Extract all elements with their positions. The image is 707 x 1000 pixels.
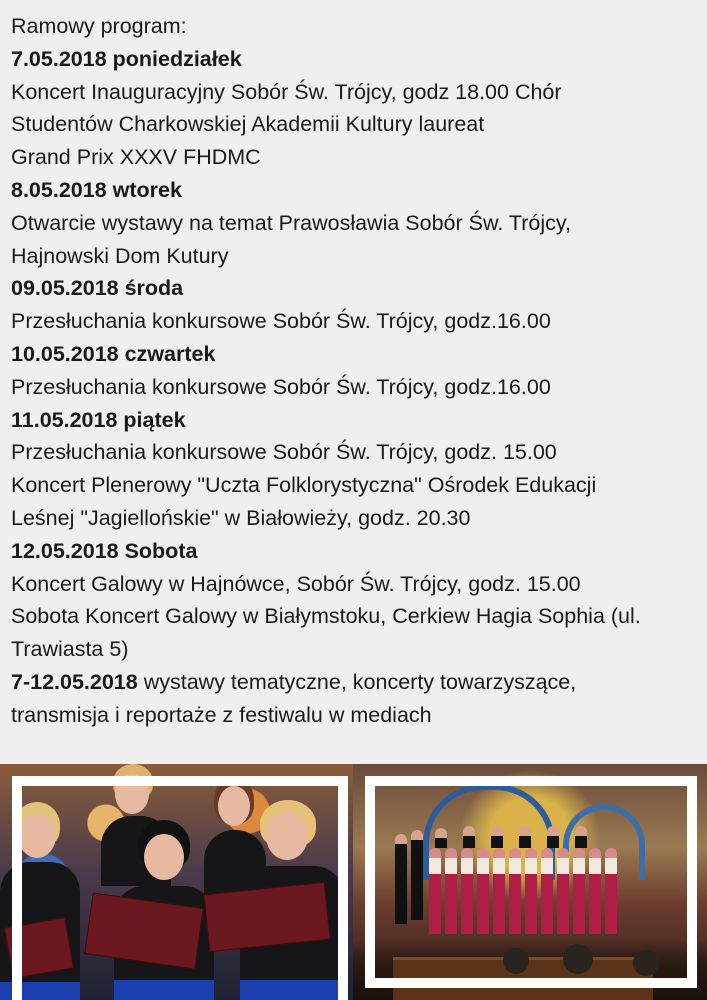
day-line: Hajnowski Dom Kutury	[11, 243, 229, 268]
closing-date: 7-12.05.2018	[11, 669, 138, 694]
closing-line	[11, 666, 705, 699]
day-line: Leśnej "Jagiellońskie" w Białowieży, godz. 20.30	[11, 505, 471, 530]
day-line: Koncert Plenerowy "Uczta Folklorystyczna" Ośrodek Edukacji	[11, 473, 597, 498]
day-date: 11.05.2018 piątek	[11, 407, 186, 432]
photo-strip	[0, 764, 707, 1000]
day-date: 09.05.2018 środa	[11, 276, 184, 301]
day-line: Przesłuchania konkursowe Sobór Św. Trójcy, godz.16.00	[11, 309, 551, 334]
day-date: 12.05.2018 Sobota	[11, 538, 198, 563]
photo-frame	[12, 776, 348, 1000]
day-line: Studentów Charkowskiej Akademii Kultury laureat	[11, 112, 485, 137]
closing-line: transmisja i reportaże z festiwalu w mediach	[11, 702, 432, 727]
day-date: 10.05.2018 czwartek	[11, 341, 216, 366]
day-line: Trawiasta 5)	[11, 637, 129, 662]
program-text	[11, 10, 705, 732]
day-line: Grand Prix XXXV FHDMC	[11, 145, 261, 170]
choir-photo	[353, 764, 707, 1000]
program-heading: Ramowy program:	[11, 14, 187, 38]
day-line: Koncert Inauguracyjny Sobór Św. Trójcy, godz 18.00 Chór	[11, 79, 562, 104]
day-line: Koncert Galowy w Hajnówce, Sobór Św. Trójcy, godz. 15.00	[11, 571, 581, 596]
singers-photo	[0, 764, 353, 1000]
day-line: Otwarcie wystawy na temat Prawosławia Sobór Św. Trójcy,	[11, 210, 571, 235]
photo-frame	[365, 776, 697, 988]
day-line: Przesłuchania konkursowe Sobór Św. Trójcy, godz.16.00	[11, 374, 551, 399]
day-date: 8.05.2018 wtorek	[11, 177, 182, 202]
day-date: 7.05.2018 poniedziałek	[11, 46, 242, 71]
closing-text: wystawy tematyczne, koncerty towarzyszące,	[137, 669, 577, 694]
day-line: Sobota Koncert Galowy w Białymstoku, Cerkiew Hagia Sophia (ul.	[11, 604, 641, 629]
day-line: Przesłuchania konkursowe Sobór Św. Trójcy, godz. 15.00	[11, 440, 557, 465]
